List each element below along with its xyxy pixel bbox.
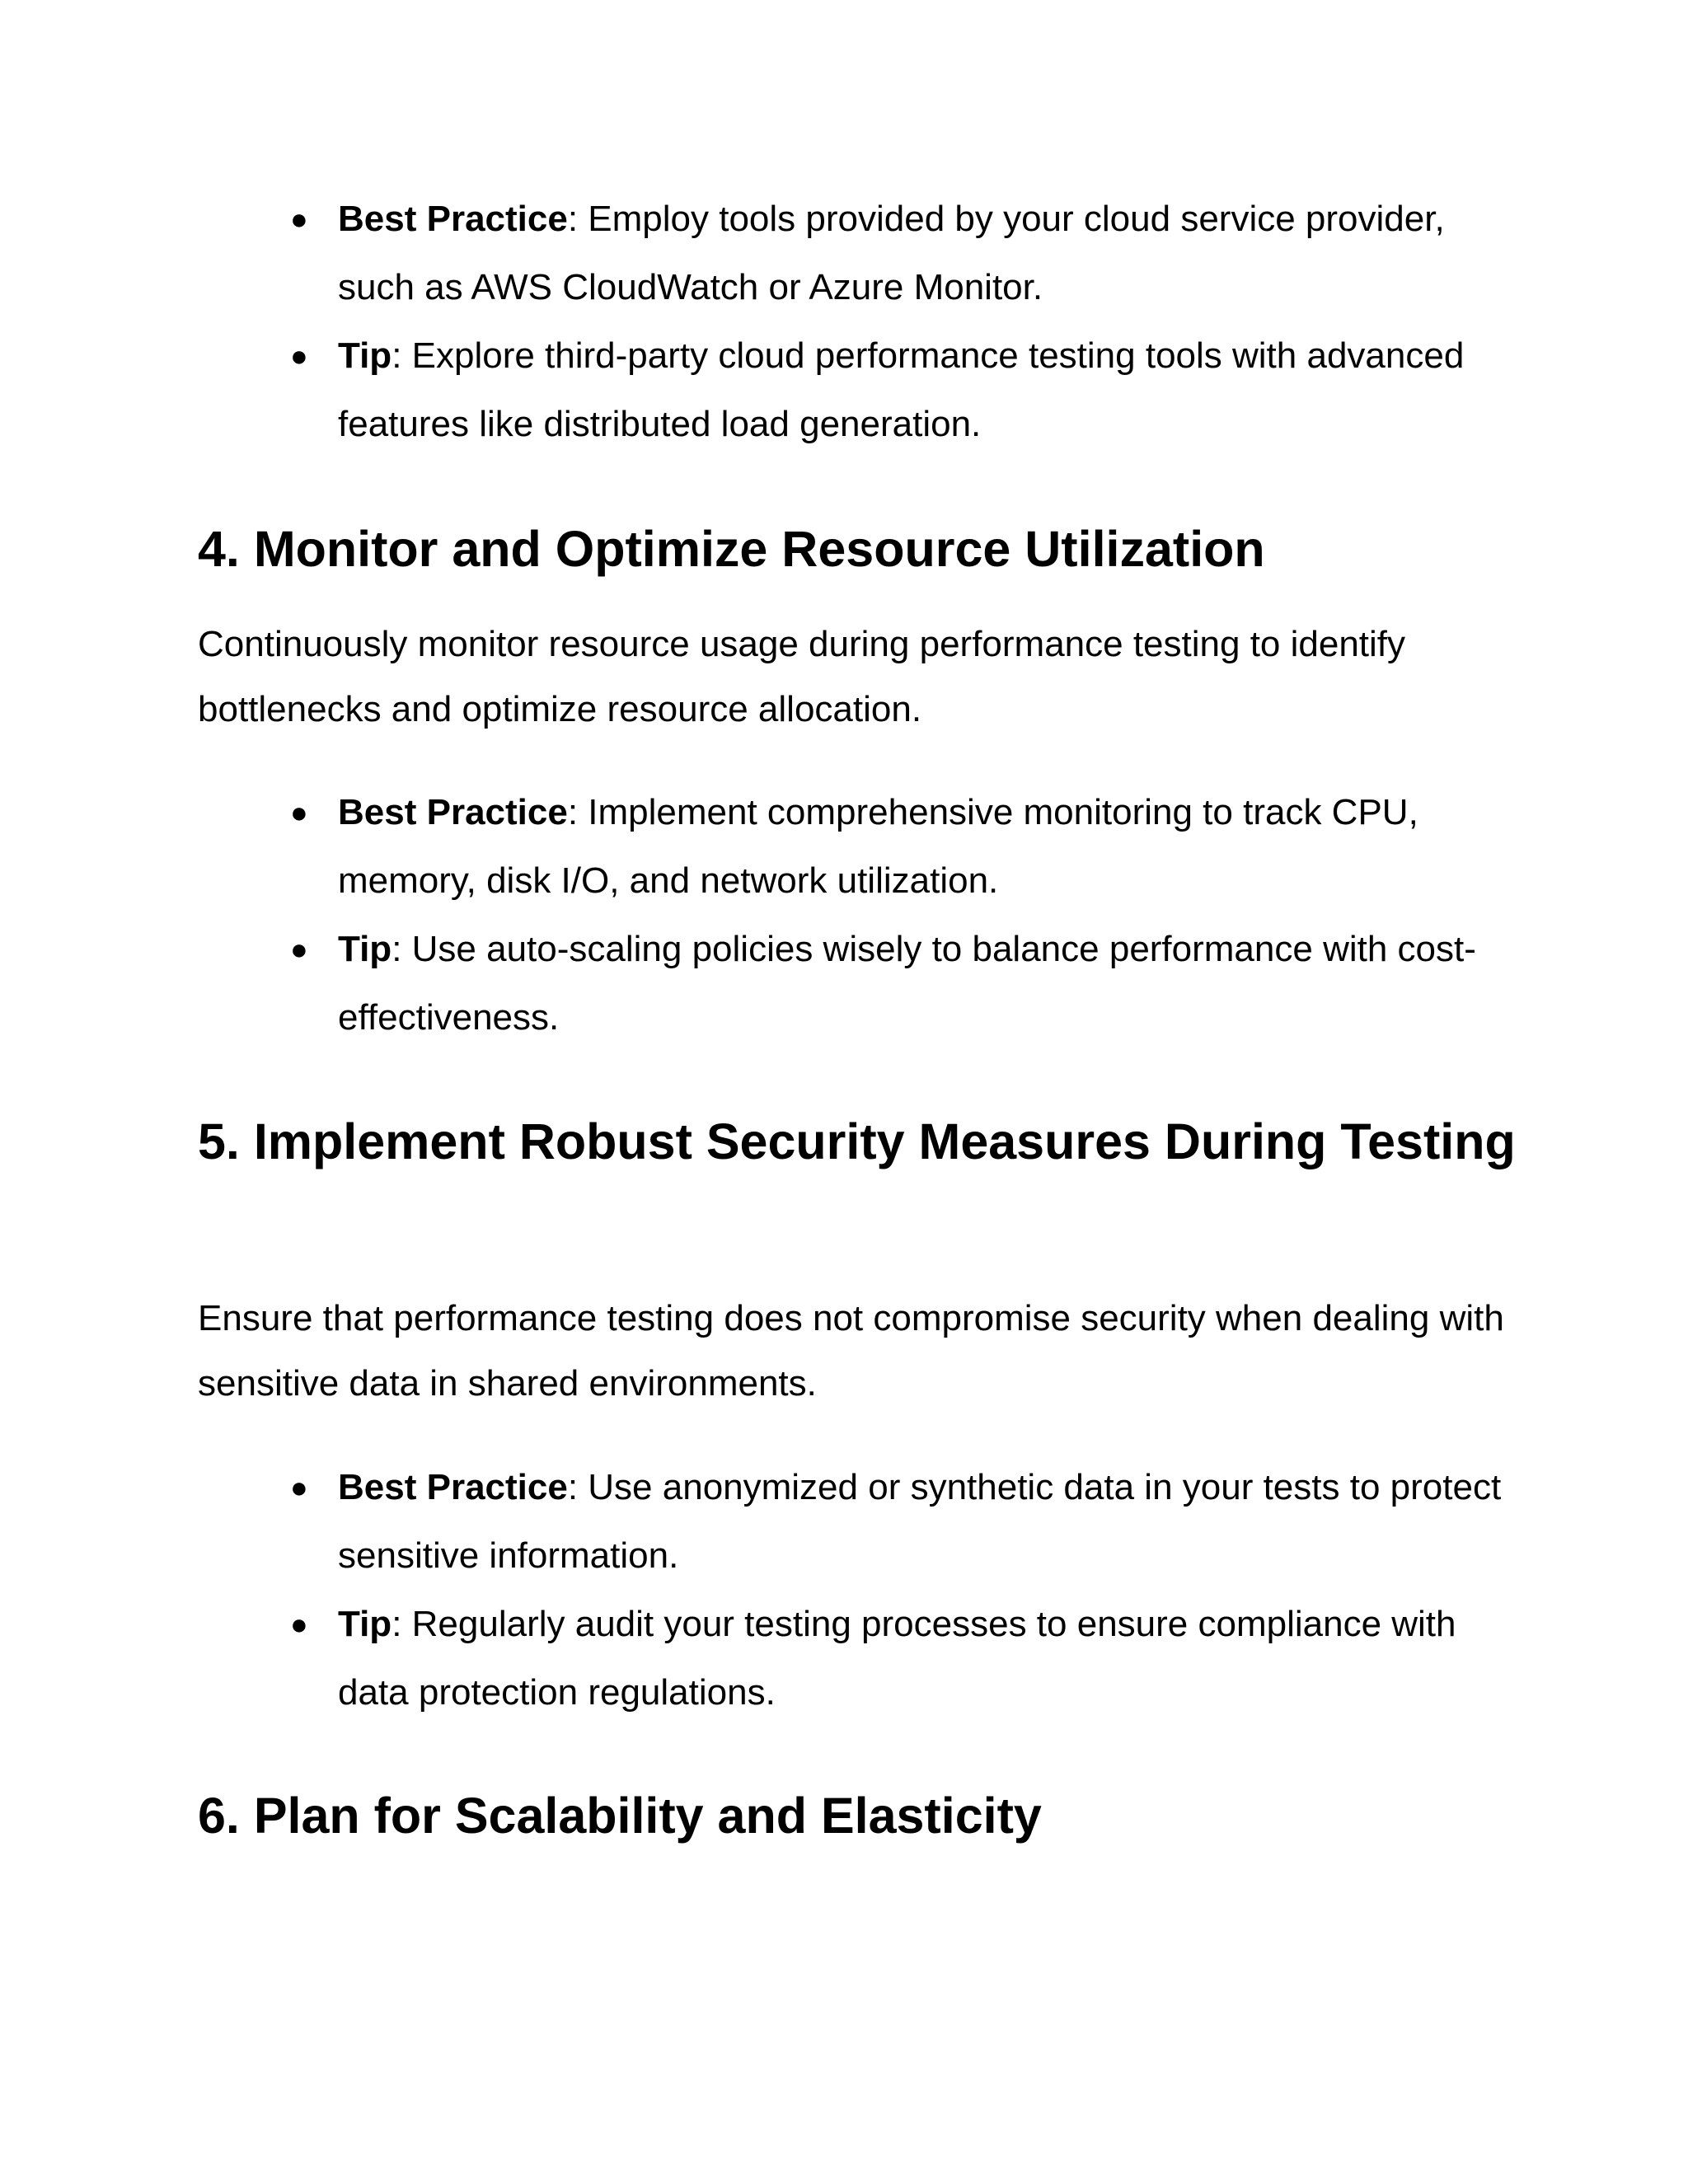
section-5-heading: 5. Implement Robust Security Measures During Testing <box>198 1113 1516 1169</box>
bullet-icon: ● <box>290 1470 308 1504</box>
bullet-text: : Use anonymized or synthetic data in your tests to protect sensitive information. <box>338 1467 1502 1576</box>
bullet-text: : Employ tools provided by your cloud service provider, such as AWS CloudWatch or Azure Monitor. <box>338 199 1445 307</box>
bullet-term: Tip <box>338 335 392 376</box>
bullet-text: : Use auto-scaling policies wisely to balance performance with cost-effectiveness. <box>338 929 1476 1038</box>
list-item <box>0 321 1508 458</box>
bullet-list-section-5 <box>0 1453 1688 1727</box>
list-item <box>0 1453 1508 1590</box>
bullet-list-cloud-tools <box>0 185 1688 458</box>
bullet-term: Tip <box>338 1604 392 1644</box>
bullet-text: : Regularly audit your testing processes to ensure compliance with data protection regulations. <box>338 1604 1456 1713</box>
bullet-term: Best Practice <box>338 792 568 832</box>
bullet-icon: ● <box>290 795 308 829</box>
bullet-term: Best Practice <box>338 199 568 239</box>
bullet-icon: ● <box>290 932 308 966</box>
section-5-paragraph: Ensure that performance testing does not compromise security when dealing with sensitive data in shared environments. <box>198 1298 1504 1404</box>
section-4-heading: 4. Monitor and Optimize Resource Utilization <box>198 521 1265 577</box>
bullet-icon: ● <box>290 202 308 236</box>
bullet-text: : Implement comprehensive monitoring to track CPU, memory, disk I/O, and network utilization. <box>338 792 1418 901</box>
bullet-icon: ● <box>290 1607 308 1641</box>
bullet-icon: ● <box>290 339 308 373</box>
list-item <box>0 915 1508 1052</box>
section-4-paragraph: Continuously monitor resource usage during performance testing to identify bottlenecks and optimize resource allocation. <box>198 624 1406 729</box>
bullet-term: Tip <box>338 929 392 969</box>
bullet-term: Best Practice <box>338 1467 568 1507</box>
list-item <box>0 778 1508 915</box>
list-item <box>0 1590 1508 1727</box>
list-item <box>0 185 1508 321</box>
section-6-heading: 6. Plan for Scalability and Elasticity <box>198 1788 1042 1844</box>
bullet-text: : Explore third-party cloud performance testing tools with advanced features like distributed load generation. <box>338 335 1465 444</box>
bullet-list-section-4 <box>0 778 1688 1052</box>
